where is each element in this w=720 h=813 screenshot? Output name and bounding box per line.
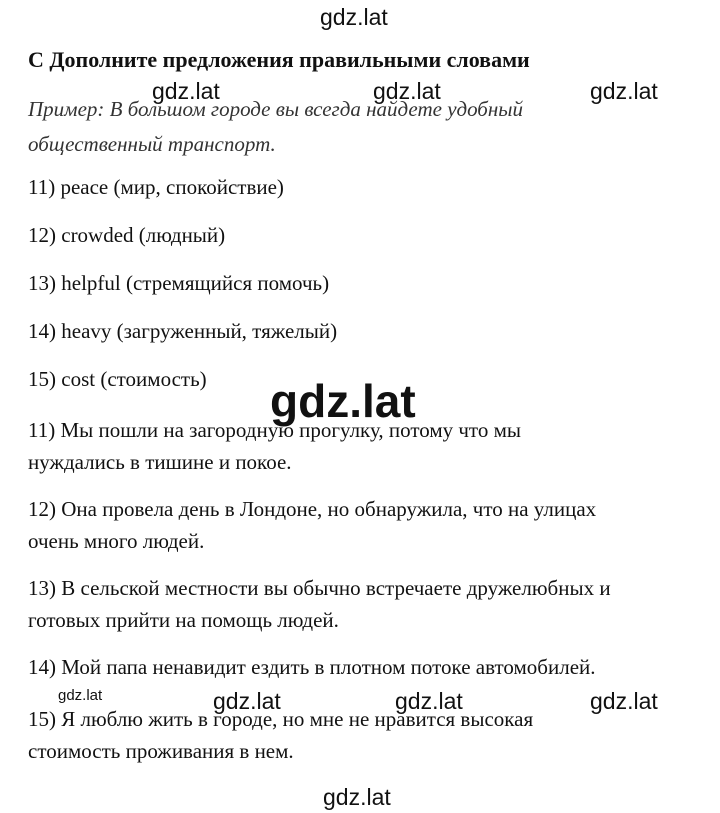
task-heading: С Дополните предложения правильными словами	[28, 47, 530, 72]
word-item: 11) peace (мир, спокойствие)	[28, 175, 284, 199]
sentence-line: 15) Я люблю жить в городе, но мне не нравится высокая	[28, 707, 534, 731]
word-item: 13) helpful (стремящийся помочь)	[28, 271, 330, 295]
watermark-row2-a: gdz.lat	[213, 688, 281, 714]
watermark-row2-c: gdz.lat	[590, 688, 658, 714]
watermark-row2-small: gdz.lat	[58, 687, 103, 704]
example	[28, 92, 628, 162]
watermark-bottom: gdz.lat	[323, 784, 391, 810]
sentence-line: стоимость проживания в нем.	[28, 739, 294, 763]
sentence-line: нуждались в тишине и покое.	[28, 450, 292, 474]
word-item: 15) cost (стоимость)	[28, 367, 207, 391]
watermark-row2-b: gdz.lat	[395, 688, 463, 714]
sentence-line: очень много людей.	[28, 529, 205, 553]
sentence-line: 11) Мы пошли на загородную прогулку, потому что мы	[28, 418, 521, 442]
sentence-line: 12) Она провела день в Лондоне, но обнаружила, что на улицах	[28, 497, 597, 521]
sentence-line: 14) Мой папа ненавидит ездить в плотном потоке автомобилей.	[28, 655, 596, 679]
sentence-line: готовых прийти на помощь людей.	[28, 608, 339, 632]
example-line-1: Пример: В большом городе вы всегда найдете удобный	[28, 97, 523, 121]
watermark-top: gdz.lat	[320, 4, 388, 30]
watermark-center: gdz.lat	[270, 375, 416, 427]
word-item: 14) heavy (загруженный, тяжелый)	[28, 319, 338, 343]
watermark-row1-c: gdz.lat	[590, 78, 658, 104]
example-line-2: общественный транспорт.	[28, 132, 276, 156]
sentence-line: 13) В сельской местности вы обычно встречаете дружелюбных и	[28, 576, 611, 600]
word-item: 12) crowded (людный)	[28, 223, 226, 247]
watermark-row1-b: gdz.lat	[373, 78, 441, 104]
watermark-row1-a: gdz.lat	[152, 78, 220, 104]
